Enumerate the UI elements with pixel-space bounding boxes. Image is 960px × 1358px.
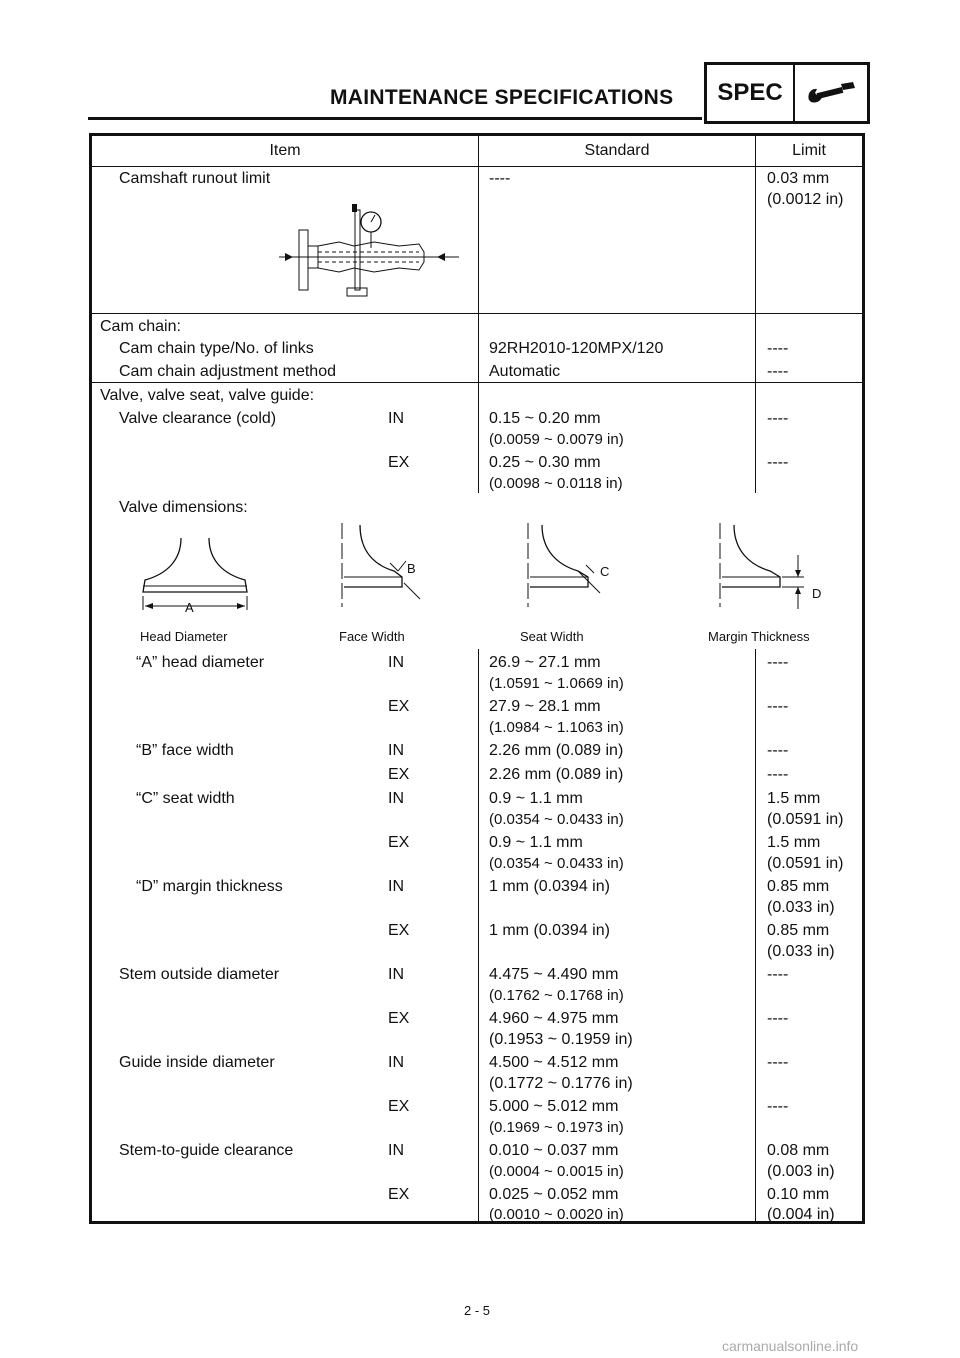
valve-clearance-item: Valve clearance (cold) — [119, 410, 277, 427]
camshaft-standard: ---- — [489, 170, 511, 187]
valve-heading: Valve, valve seat, valve guide: — [100, 387, 315, 404]
diagram-letter-d: D — [812, 586, 822, 601]
diagram-label-head: Head Diameter — [140, 629, 228, 644]
cam-chain-heading: Cam chain: — [100, 318, 181, 335]
row-sub: IN — [388, 966, 404, 983]
row-standard-mm: 4.475 ~ 4.490 mm — [489, 966, 619, 983]
col-divider — [755, 359, 756, 493]
row-sub: EX — [388, 834, 410, 851]
section-rule — [92, 382, 862, 383]
spec-table — [89, 133, 865, 1224]
diagram-letter-a: A — [185, 600, 194, 615]
cam-chain-adj-limit: ---- — [767, 363, 789, 380]
row-standard-in: (0.0004 ~ 0.0015 in) — [489, 1163, 624, 1180]
col-standard-header: Standard — [584, 142, 650, 159]
row-limit: ---- — [767, 1054, 789, 1071]
margin-thickness-diagram — [712, 521, 822, 621]
camshaft-runout-diagram — [279, 202, 459, 302]
diagram-label-margin: Margin Thickness — [708, 629, 810, 644]
row-standard-mm: 0.15 ~ 0.20 mm — [489, 410, 601, 427]
row-limit-mm: 0.85 mm — [767, 922, 830, 939]
col-divider — [755, 649, 756, 1221]
row-limit: ---- — [767, 766, 789, 783]
row-item: Guide inside diameter — [119, 1054, 275, 1071]
row-standard-in: (0.0098 ~ 0.0118 in) — [489, 475, 623, 492]
wrench-icon — [795, 65, 867, 121]
row-limit-in: (0.003 in) — [767, 1163, 835, 1180]
cam-chain-adj-standard: Automatic — [489, 363, 561, 380]
row-limit: ---- — [767, 410, 789, 427]
row-limit: ---- — [767, 1010, 789, 1027]
row-standard-mm: 0.25 ~ 0.30 mm — [489, 454, 601, 471]
row-standard-in: (0.0059 ~ 0.0079 in) — [489, 431, 624, 448]
row-item: “C” seat width — [136, 790, 235, 807]
row-limit: ---- — [767, 966, 789, 983]
row-standard-mm: 0.9 ~ 1.1 mm — [489, 790, 583, 807]
camshaft-limit-mm: 0.03 mm — [767, 170, 830, 187]
cam-chain-type-limit: ---- — [767, 340, 789, 357]
row-standard-in: (0.1772 ~ 0.1776 in) — [489, 1075, 633, 1092]
row-sub: IN — [388, 1054, 404, 1071]
col-limit-header: Limit — [792, 142, 826, 159]
row-limit-in: (0.033 in) — [767, 899, 835, 916]
row-sub: IN — [388, 878, 404, 895]
row-limit-mm: 1.5 mm — [767, 790, 821, 807]
row-sub: EX — [388, 766, 410, 783]
row-standard-in: (1.0984 ~ 1.1063 in) — [489, 719, 624, 736]
row-standard-in: (1.0591 ~ 1.0669 in) — [489, 675, 624, 692]
row-sub: IN — [388, 410, 404, 427]
row-limit: ---- — [767, 654, 789, 671]
row-standard: 2.26 mm (0.089 in) — [489, 766, 624, 783]
row-limit-in: (0.0591 in) — [767, 855, 844, 872]
row-limit-in: (0.033 in) — [767, 943, 835, 960]
col-divider — [478, 136, 479, 359]
row-sub: IN — [388, 654, 404, 671]
table-header — [92, 136, 862, 167]
col-item-header: Item — [269, 142, 301, 159]
spec-label: SPEC — [707, 65, 795, 121]
row-limit-in: (0.004 in) — [767, 1206, 835, 1223]
spec-badge — [704, 62, 870, 124]
row-standard-in: (0.0354 ~ 0.0433 in) — [489, 855, 624, 872]
col-divider — [478, 649, 479, 1221]
row-sub: EX — [388, 922, 410, 939]
row-standard: 1 mm (0.0394 in) — [489, 922, 610, 939]
camshaft-item: Camshaft runout limit — [119, 170, 271, 187]
row-item: Stem-to-guide clearance — [119, 1142, 294, 1159]
row-limit: ---- — [767, 698, 789, 715]
row-sub: EX — [388, 1186, 410, 1203]
camshaft-limit-in: (0.0012 in) — [767, 191, 844, 208]
page-title: MAINTENANCE SPECIFICATIONS — [330, 86, 674, 109]
row-standard: 1 mm (0.0394 in) — [489, 878, 610, 895]
row-sub: IN — [388, 1142, 404, 1159]
diagram-label-face: Face Width — [339, 629, 405, 644]
row-standard-mm: 4.960 ~ 4.975 mm — [489, 1010, 619, 1027]
head-diameter-diagram — [137, 536, 257, 616]
cam-chain-type-item: Cam chain type/No. of links — [119, 340, 314, 357]
row-limit-in: (0.0591 in) — [767, 811, 844, 828]
row-sub: IN — [388, 790, 404, 807]
row-standard-in: (0.0010 ~ 0.0020 in) — [489, 1206, 624, 1223]
row-sub: EX — [388, 698, 410, 715]
cam-chain-type-standard: 92RH2010-120MPX/120 — [489, 340, 664, 357]
row-standard-mm: 5.000 ~ 5.012 mm — [489, 1098, 619, 1115]
cam-chain-adj-item: Cam chain adjustment method — [119, 363, 336, 380]
watermark: carmanualsonline.info — [722, 1338, 859, 1354]
section-rule — [92, 313, 862, 314]
valve-dimensions-label: Valve dimensions: — [119, 499, 248, 516]
face-width-diagram — [334, 521, 444, 611]
title-underline — [88, 117, 702, 120]
row-standard-mm: 27.9 ~ 28.1 mm — [489, 698, 601, 715]
row-standard-mm: 4.500 ~ 4.512 mm — [489, 1054, 619, 1071]
row-limit-mm: 1.5 mm — [767, 834, 821, 851]
row-sub: IN — [388, 742, 404, 759]
row-sub: EX — [388, 1010, 410, 1027]
page-number: 2 - 5 — [464, 1303, 491, 1318]
row-standard-mm: 0.025 ~ 0.052 mm — [489, 1186, 619, 1203]
row-item: Stem outside diameter — [119, 966, 280, 983]
row-limit: ---- — [767, 454, 789, 471]
row-limit-mm: 0.10 mm — [767, 1186, 830, 1203]
row-standard-in: (0.1762 ~ 0.1768 in) — [489, 987, 624, 1004]
row-standard-mm: 0.010 ~ 0.037 mm — [489, 1142, 619, 1159]
row-limit: ---- — [767, 1098, 789, 1115]
row-standard-in: (0.1969 ~ 0.1973 in) — [489, 1119, 624, 1136]
seat-width-diagram — [522, 521, 632, 611]
row-standard-mm: 0.9 ~ 1.1 mm — [489, 834, 583, 851]
row-sub: EX — [388, 1098, 410, 1115]
row-item: “A” head diameter — [136, 654, 265, 671]
row-limit: ---- — [767, 742, 789, 759]
row-standard-mm: 26.9 ~ 27.1 mm — [489, 654, 601, 671]
row-standard-in: (0.0354 ~ 0.0433 in) — [489, 811, 624, 828]
row-limit-mm: 0.08 mm — [767, 1142, 830, 1159]
row-item: “D” margin thickness — [136, 878, 283, 895]
col-divider — [478, 359, 479, 493]
diagram-letter-c: C — [600, 564, 610, 579]
diagram-label-seat: Seat Width — [520, 629, 584, 644]
row-sub: EX — [388, 454, 410, 471]
row-standard-in: (0.1953 ~ 0.1959 in) — [489, 1031, 633, 1048]
row-item: “B” face width — [136, 742, 234, 759]
row-limit-mm: 0.85 mm — [767, 878, 830, 895]
diagram-letter-b: B — [407, 561, 416, 576]
col-divider — [755, 136, 756, 359]
row-standard: 2.26 mm (0.089 in) — [489, 742, 624, 759]
